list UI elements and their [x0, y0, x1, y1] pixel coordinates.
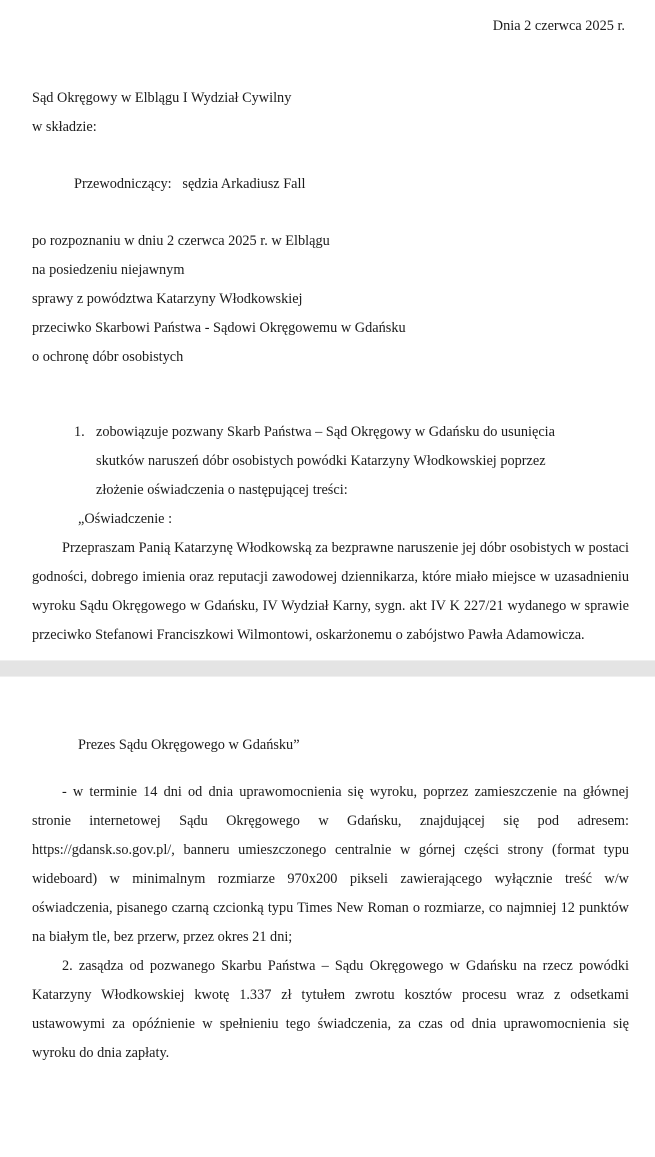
spacer — [18, 199, 637, 227]
hearing-date-line: po rozpoznaniu w dniu 2 czerwca 2025 r. w Elblągu — [32, 233, 330, 249]
document-page-2 — [0, 677, 655, 1094]
court-composition-label: w składzie: — [32, 119, 97, 135]
hearing-mode-line: na posiedzeniu niejawnym — [32, 262, 185, 278]
ruling-item-1 — [18, 418, 637, 447]
presiding-judge-row — [18, 170, 637, 199]
publication-clause: - w terminie 14 dni od dnia uprawomocnienia się wyroku, poprzez zamieszczenie na głównej stronie internetowej Sądu Okręgowego w Gdańsku, znajdującej się pod adresem: https://gdansk.so.gov.pl/, banneru umieszczonego centralnie w górnej części strony (format typu wideboard) w minimalnym rozmiarze 970x200 pikseli zawierającego wyłącznie treść w/w oświadczenia, pisanego czarną czcionką typu Times New Roman o rozmiarze, co najmniej 12 punktów na białym tle, bez przerw, przez okres 21 dni; — [32, 784, 629, 945]
presiding-judge-label: Przewodniczący: — [74, 176, 172, 192]
statement-signature: Prezes Sądu Okręgowego w Gdańsku” — [78, 737, 300, 753]
case-subject-line: o ochronę dóbr osobistych — [32, 349, 184, 365]
statement-heading: „Oświadczenie : — [78, 511, 173, 527]
plaintiff-line: sprawy z powództwa Katarzyny Włodkowskiej — [32, 291, 303, 307]
statement-body: Przepraszam Panią Katarzynę Włodkowską za bezprawne naruszenie jej dóbr osobistych w postaci godności, dobrego imienia oraz reputacji zawodowej dziennikarza, które miało miejsce w uzasadnieniu wyroku Sądu Okręgowego w Gdańsku, IV Wydział Karny, sygn. akt IV K 227/21 wydanego w sprawie przeciwko Stefanowi Franciszkowi Wilmontowi, oskarżonemu o zabójstwo Pawła Adamowicza. — [32, 540, 629, 643]
document-date: Dnia 2 czerwca 2025 r. — [492, 18, 625, 34]
spacer — [18, 372, 637, 418]
spacer — [18, 142, 637, 170]
ruling-item-1-number: 1. — [74, 424, 85, 440]
spacer — [18, 38, 637, 84]
court-name: Sąd Okręgowy w Elblągu I Wydział Cywilny — [32, 90, 292, 106]
spacer — [18, 685, 637, 731]
page-break-separator — [0, 660, 655, 677]
spacer — [18, 760, 637, 778]
presiding-judge-name: sędzia Arkadiusz Fall — [182, 176, 306, 192]
costs-clause: 2. zasądza od pozwanego Skarbu Państwa – Sądu Okręgowego w Gdańsku na rzecz powódki Katarzyny Włodkowskiej kwotę 1.337 zł tytułem zwrotu kosztów procesu wraz z odsetkami ustawowymi za opóźnienie w spełnieniu tego świadczenia, za czas od dnia uprawomocnienia się wyroku do dnia zapłaty. — [32, 958, 629, 1061]
ruling-item-1-line3: złożenie oświadczenia o następującej treści: — [96, 482, 348, 498]
ruling-item-1-line1: zobowiązuje pozwany Skarb Państwa – Sąd Okręgowy w Gdańsku do usunięcia — [96, 424, 555, 440]
ruling-item-1-line2: skutków naruszeń dóbr osobistych powódki Katarzyny Włodkowskiej poprzez — [96, 453, 546, 469]
defendant-line: przeciwko Skarbowi Państwa - Sądowi Okręgowemu w Gdańsku — [32, 320, 406, 336]
